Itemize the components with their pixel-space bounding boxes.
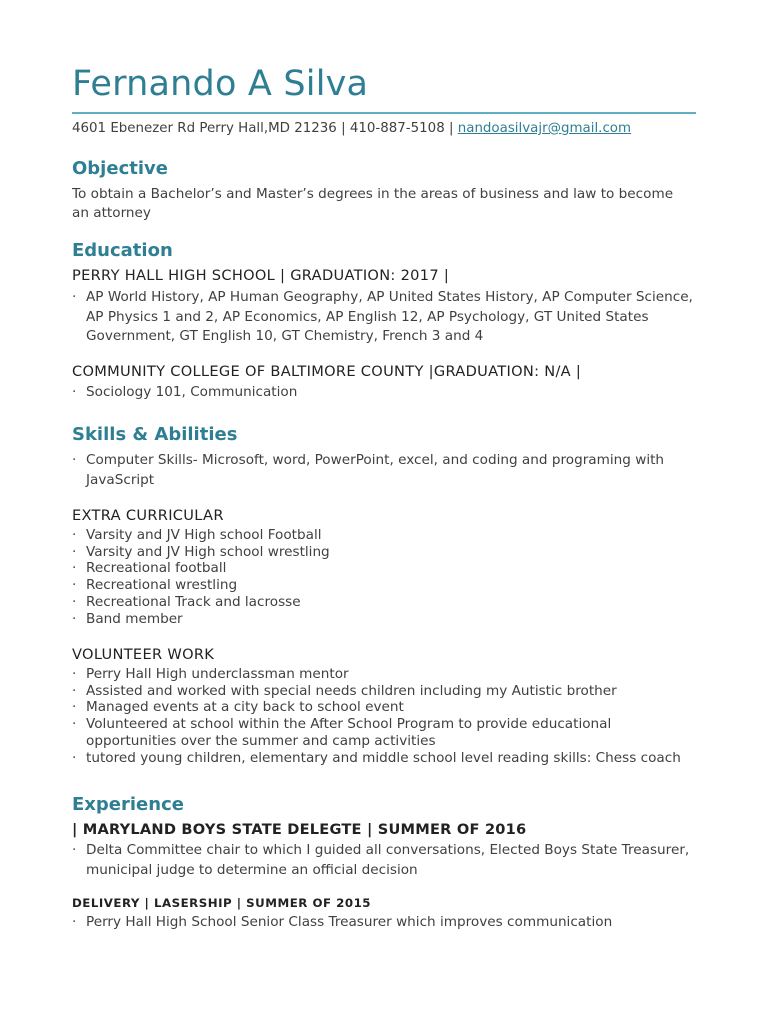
objective-heading: Objective [72, 158, 168, 179]
bullet-icon: · [72, 527, 77, 543]
list-item [72, 577, 696, 594]
bullet-icon: · [72, 716, 77, 733]
list-item-text: Sociology 101, Communication [86, 384, 298, 400]
bullet-icon: · [72, 560, 77, 577]
extra-curricular-list [72, 527, 696, 627]
list-item [72, 750, 696, 767]
list-item-text: Varsity and JV High school wrestling [86, 543, 330, 560]
contact-address-phone: 4601 Ebenezer Rd Perry Hall,MD 21236 | 410-887-5108 | [72, 121, 458, 136]
volunteer-work-title: VOLUNTEER WORK [72, 646, 215, 663]
list-item-text: Band member [86, 610, 183, 627]
list-item-text: Varsity and JV High school Football [86, 527, 322, 543]
list-item [72, 451, 696, 490]
volunteer-work-list [72, 666, 696, 766]
list-item-text: Computer Skills- Microsoft, word, PowerPoint, excel, and coding and programing with JavaScript [86, 452, 665, 488]
extra-curricular-title: EXTRA CURRICULAR [72, 507, 224, 524]
list-item-text: tutored young children, elementary and middle school level reading skills: Chess coach [86, 749, 681, 766]
list-item [72, 544, 696, 561]
list-item [72, 913, 696, 933]
resume-name: Fernando A Silva [72, 64, 369, 104]
experience-job-2-title: DELIVERY | LASERSHIP | SUMMER OF 2015 [72, 896, 371, 910]
list-item [72, 560, 696, 577]
list-item-text: Recreational Track and lacrosse [86, 593, 301, 610]
list-item [72, 383, 696, 403]
skills-heading: Skills & Abilities [72, 424, 238, 445]
education-school-2-title: COMMUNITY COLLEGE OF BALTIMORE COUNTY |GRADUATION: N/A | [72, 363, 582, 380]
email-link[interactable]: nandoasilvajr@gmail.com [457, 121, 632, 136]
skills-list [72, 451, 696, 490]
list-item-text: Volunteered at school within the After School Program to provide educational opportunities over the summer and camp activities [86, 716, 612, 749]
list-item [72, 288, 696, 347]
contact-line [72, 121, 631, 136]
list-item [72, 611, 696, 628]
list-item-text: Delta Committee chair to which I guided all conversations, Elected Boys State Treasurer, municipal judge to determine an official decision [86, 842, 690, 878]
list-item [72, 594, 696, 611]
education-school-2-list [72, 383, 696, 403]
education-school-1-title: PERRY HALL HIGH SCHOOL | GRADUATION: 2017 | [72, 267, 450, 284]
bullet-icon: · [72, 384, 77, 400]
list-item-text: Assisted and worked with special needs children including my Autistic brother [86, 682, 617, 699]
bullet-icon: · [72, 593, 77, 610]
list-item [72, 666, 696, 683]
list-item-text: AP World History, AP Human Geography, AP United States History, AP Computer Science, AP Physics 1 and 2, AP Economics, AP English 12, AP Psychology, GT United States Government, GT English 10, GT Chemistry, French 3 and 4 [86, 289, 693, 344]
bullet-icon: · [72, 289, 77, 305]
experience-job-1-title: | MARYLAND BOYS STATE DELEGTE | SUMMER OF 2016 [72, 821, 527, 838]
list-item-text: Perry Hall High underclassman mentor [86, 666, 349, 682]
list-item [72, 699, 696, 716]
bullet-icon: · [72, 699, 77, 716]
experience-heading: Experience [72, 794, 184, 815]
bullet-icon: · [72, 452, 77, 468]
experience-job-1-list [72, 841, 696, 880]
bullet-icon: · [72, 577, 77, 594]
list-item [72, 841, 696, 880]
bullet-icon: · [72, 666, 77, 682]
bullet-icon: · [72, 682, 77, 699]
list-item [72, 527, 696, 544]
bullet-icon: · [72, 749, 77, 766]
bullet-icon: · [72, 610, 77, 627]
bullet-icon: · [72, 842, 77, 858]
list-item-text: Recreational wrestling [86, 577, 238, 594]
list-item [72, 716, 696, 749]
list-item-text: Perry Hall High School Senior Class Treasurer which improves communication [86, 914, 613, 930]
objective-text: To obtain a Bachelor’s and Master’s degrees in the areas of business and law to become an attorney [72, 186, 674, 221]
education-school-1-list [72, 288, 696, 347]
header-divider [72, 112, 696, 114]
bullet-icon: · [72, 543, 77, 560]
list-item-text: Recreational football [86, 560, 227, 577]
experience-job-2-list [72, 913, 696, 933]
list-item [72, 683, 696, 700]
bullet-icon: · [72, 914, 77, 930]
education-heading: Education [72, 240, 173, 261]
list-item-text: Managed events at a city back to school event [86, 699, 404, 716]
